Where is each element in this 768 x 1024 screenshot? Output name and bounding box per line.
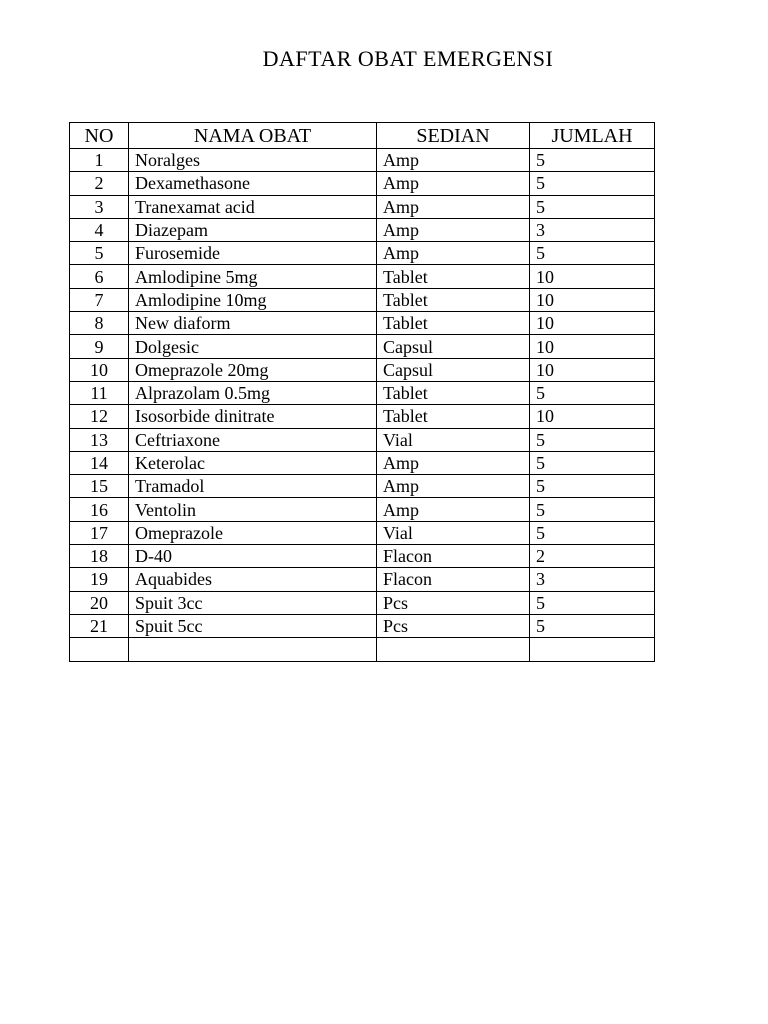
cell-nama-obat: Spuit 3cc [129, 591, 377, 614]
cell-sedian: Amp [377, 498, 530, 521]
cell-sedian: Amp [377, 172, 530, 195]
table-row [70, 312, 655, 335]
cell-sedian: Pcs [377, 591, 530, 614]
cell-nama-obat: Amlodipine 10mg [129, 288, 377, 311]
cell-nama-obat: Omeprazole 20mg [129, 358, 377, 381]
table-row [70, 265, 655, 288]
cell-no: 15 [70, 475, 129, 498]
table-row [70, 218, 655, 241]
cell-nama-obat: Alprazolam 0.5mg [129, 381, 377, 404]
cell-jumlah: 3 [530, 218, 655, 241]
cell-jumlah: 10 [530, 288, 655, 311]
cell-jumlah: 5 [530, 498, 655, 521]
cell-nama-obat: Ceftriaxone [129, 428, 377, 451]
table-row [70, 568, 655, 591]
cell-sedian: Amp [377, 149, 530, 172]
cell-sedian: Tablet [377, 381, 530, 404]
cell-no: 11 [70, 381, 129, 404]
cell-jumlah: 10 [530, 265, 655, 288]
cell-no: 7 [70, 288, 129, 311]
header-nama-obat: NAMA OBAT [129, 123, 377, 149]
cell-sedian: Flacon [377, 545, 530, 568]
cell-no: 16 [70, 498, 129, 521]
table-row [70, 545, 655, 568]
cell-nama-obat [129, 638, 377, 661]
medicine-table [69, 122, 655, 662]
cell-sedian: Tablet [377, 312, 530, 335]
cell-nama-obat: Keterolac [129, 451, 377, 474]
table-row [70, 521, 655, 544]
cell-nama-obat: Isosorbide dinitrate [129, 405, 377, 428]
cell-jumlah [530, 638, 655, 661]
table-row [70, 591, 655, 614]
cell-no: 2 [70, 172, 129, 195]
cell-sedian: Amp [377, 242, 530, 265]
cell-jumlah: 5 [530, 451, 655, 474]
cell-jumlah: 5 [530, 614, 655, 637]
cell-no: 1 [70, 149, 129, 172]
cell-no: 9 [70, 335, 129, 358]
cell-jumlah: 5 [530, 149, 655, 172]
cell-no: 8 [70, 312, 129, 335]
cell-nama-obat: Omeprazole [129, 521, 377, 544]
cell-nama-obat: New diaform [129, 312, 377, 335]
cell-jumlah: 5 [530, 521, 655, 544]
cell-nama-obat: Furosemide [129, 242, 377, 265]
cell-no: 19 [70, 568, 129, 591]
cell-sedian: Tablet [377, 288, 530, 311]
cell-jumlah: 10 [530, 405, 655, 428]
table-row [70, 638, 655, 661]
table-row [70, 428, 655, 451]
cell-sedian: Amp [377, 475, 530, 498]
cell-sedian: Tablet [377, 405, 530, 428]
cell-jumlah: 3 [530, 568, 655, 591]
table-row [70, 335, 655, 358]
cell-no: 13 [70, 428, 129, 451]
cell-sedian: Capsul [377, 358, 530, 381]
cell-sedian: Vial [377, 521, 530, 544]
cell-nama-obat: Tranexamat acid [129, 195, 377, 218]
table-row [70, 242, 655, 265]
cell-jumlah: 2 [530, 545, 655, 568]
cell-no [70, 638, 129, 661]
table-header [70, 123, 655, 149]
table-row [70, 405, 655, 428]
header-sedian: SEDIAN [377, 123, 530, 149]
cell-no: 14 [70, 451, 129, 474]
cell-sedian: Capsul [377, 335, 530, 358]
document-title: DAFTAR OBAT EMERGENSI [262, 46, 554, 71]
table-row [70, 149, 655, 172]
header-no: NO [70, 123, 129, 149]
table-row [70, 288, 655, 311]
table-body [70, 149, 655, 662]
cell-nama-obat: Diazepam [129, 218, 377, 241]
header-row [70, 123, 655, 149]
cell-jumlah: 10 [530, 312, 655, 335]
cell-jumlah: 5 [530, 172, 655, 195]
cell-jumlah: 5 [530, 428, 655, 451]
table-row [70, 195, 655, 218]
cell-sedian: Pcs [377, 614, 530, 637]
cell-no: 17 [70, 521, 129, 544]
cell-sedian [377, 638, 530, 661]
cell-nama-obat: Aquabides [129, 568, 377, 591]
cell-sedian: Amp [377, 451, 530, 474]
cell-nama-obat: Ventolin [129, 498, 377, 521]
cell-jumlah: 10 [530, 335, 655, 358]
cell-no: 12 [70, 405, 129, 428]
cell-nama-obat: Dolgesic [129, 335, 377, 358]
cell-no: 10 [70, 358, 129, 381]
cell-jumlah: 5 [530, 195, 655, 218]
table-row [70, 475, 655, 498]
cell-jumlah: 5 [530, 591, 655, 614]
cell-no: 6 [70, 265, 129, 288]
cell-no: 21 [70, 614, 129, 637]
cell-sedian: Amp [377, 218, 530, 241]
cell-sedian: Flacon [377, 568, 530, 591]
cell-nama-obat: Spuit 5cc [129, 614, 377, 637]
cell-jumlah: 5 [530, 381, 655, 404]
header-jumlah: JUMLAH [530, 123, 655, 149]
table-row [70, 451, 655, 474]
cell-no: 20 [70, 591, 129, 614]
cell-jumlah: 5 [530, 242, 655, 265]
cell-no: 18 [70, 545, 129, 568]
cell-no: 3 [70, 195, 129, 218]
cell-jumlah: 5 [530, 475, 655, 498]
cell-sedian: Amp [377, 195, 530, 218]
table-row [70, 358, 655, 381]
cell-no: 4 [70, 218, 129, 241]
cell-sedian: Tablet [377, 265, 530, 288]
table-row [70, 614, 655, 637]
table-row [70, 381, 655, 404]
cell-nama-obat: D-40 [129, 545, 377, 568]
cell-nama-obat: Noralges [129, 149, 377, 172]
cell-jumlah: 10 [530, 358, 655, 381]
cell-nama-obat: Dexamethasone [129, 172, 377, 195]
cell-sedian: Vial [377, 428, 530, 451]
cell-nama-obat: Tramadol [129, 475, 377, 498]
cell-nama-obat: Amlodipine 5mg [129, 265, 377, 288]
table-row [70, 172, 655, 195]
cell-no: 5 [70, 242, 129, 265]
table-row [70, 498, 655, 521]
